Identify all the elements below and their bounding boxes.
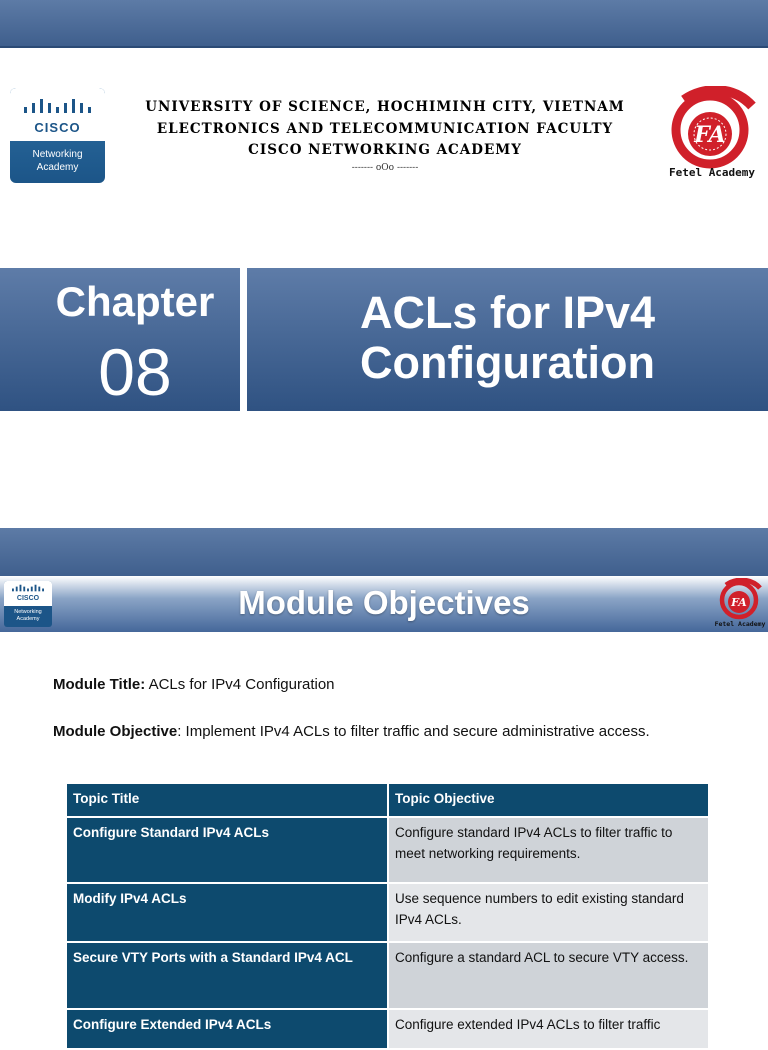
table-row — [66, 1009, 709, 1049]
cisco-networking-academy-logo — [10, 88, 105, 183]
module-objective-label: Module Objective — [53, 723, 178, 740]
table-header-topic-objective: Topic Objective — [388, 783, 709, 817]
topic-title-cell: Modify IPv4 ACLs — [66, 883, 388, 942]
university-line-1: UNIVERSITY OF SCIENCE, HOCHIMINH CITY, VIETNAM — [145, 99, 625, 115]
header-separator: ------- oOo ------- — [351, 162, 419, 173]
module-title — [53, 676, 335, 693]
university-header — [112, 97, 658, 174]
table-row — [66, 942, 709, 1009]
fa-small-caption: Fetel Academy — [714, 620, 766, 628]
chapter-title-line-1: ACLs for IPv4 — [359, 287, 656, 338]
cisco-small-word: CISCO — [16, 595, 40, 602]
table-row — [66, 883, 709, 942]
module-objective-value: : Implement IPv4 ACLs to filter traffic and secure administrative access. — [177, 723, 650, 740]
cisco-small-line1: Networking — [14, 609, 42, 615]
topic-title-cell: Configure Extended IPv4 ACLs — [66, 1009, 388, 1049]
topic-title-cell: Secure VTY Ports with a Standard IPv4 ACL — [66, 942, 388, 1009]
topic-objective-cell: Use sequence numbers to edit existing standard IPv4 ACLs. — [388, 883, 709, 942]
cisco-logo-line2: Academy — [36, 162, 79, 173]
cisco-logo-line1: Networking — [32, 149, 83, 160]
module-objective — [53, 720, 714, 744]
topic-title-cell: Configure Standard IPv4 ACLs — [66, 817, 388, 883]
module-title-value: ACLs for IPv4 Configuration — [145, 676, 335, 693]
cisco-bars-icon — [24, 98, 92, 116]
chapter-banner — [0, 268, 768, 411]
module-objectives-title: Module Objectives — [238, 584, 530, 621]
fa-monogram: FA — [694, 122, 726, 148]
table-header-row — [66, 783, 709, 817]
table-header-topic-title: Topic Title — [66, 783, 388, 817]
cisco-small-line2: Academy — [16, 616, 40, 622]
top-bar — [0, 0, 768, 48]
cisco-logo-word: CISCO — [34, 120, 81, 135]
fa-logo-caption: Fetel Academy — [668, 166, 756, 179]
topics-table — [65, 782, 710, 1050]
fetel-academy-logo-small — [714, 578, 766, 628]
fa-small-monogram: FA — [731, 596, 747, 609]
topic-objective-cell: Configure extended IPv4 ACLs to filter traffic — [388, 1009, 709, 1049]
slide2-top-bar — [0, 528, 768, 576]
table-row — [66, 817, 709, 883]
university-line-2: ELECTRONICS AND TELECOMMUNICATION FACULTY — [156, 120, 614, 137]
topic-objective-cell: Configure a standard ACL to secure VTY access. — [388, 942, 709, 1009]
chapter-title — [247, 288, 768, 388]
module-title-label: Module Title: — [53, 676, 146, 693]
chapter-label: Chapter — [55, 278, 215, 325]
topic-objective-cell: Configure standard IPv4 ACLs to filter traffic to meet networking requirements. — [388, 817, 709, 883]
university-line-3: CISCO NETWORKING ACADEMY — [248, 142, 522, 158]
chapter-number-panel — [0, 268, 240, 411]
chapter-title-panel — [247, 268, 768, 411]
chapter-title-line-2: Configuration — [360, 337, 655, 388]
chapter-number: 08 — [98, 335, 172, 409]
